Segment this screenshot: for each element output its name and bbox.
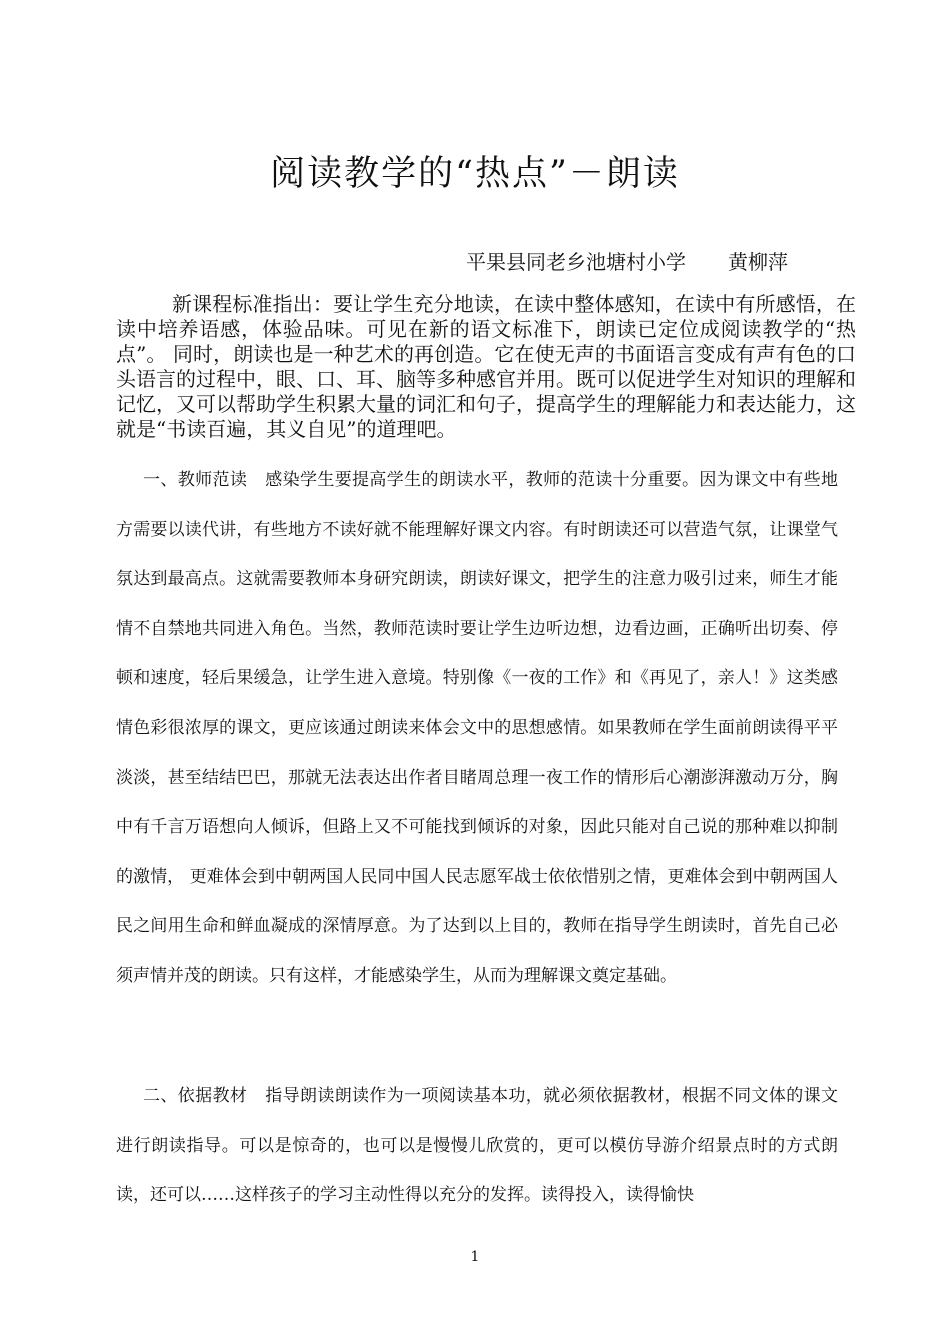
intro-paragraph: 新课程标准指出：要让学生充分地读，在读中整体感知，在读中有所感悟，在读中培养语感，体验品味。可见在新的语文标准下，朗读已定位成阅读教学的“热点”。 同时，朗读也是一种艺术的再创造。它在使无声的书面语言变成有声有色的口头语言的过程中，眼、口、耳、脑等多种感官并用。既可以促进学生对知识的理解和记忆，又可以帮助学生积累大量的词汇和句子，提高学生的理解能力和表达能力，这就是“书读百遍，其义自见”的道理吧。 xyxy=(116,292,856,441)
author-name: 黄柳萍 xyxy=(728,250,788,274)
section-body: 指导朗读朗读作为一项阅读基本功，就必须依据教材，根据不同文体的课文进行朗读指导。可以是惊奇的，也可以是慢慢儿欣赏的，更可以模仿导游介绍景点时的方式朗读，还可以……这样孩子的学习主动性得以充分的发挥。读得投入，读得愉快 xyxy=(116,1086,839,1206)
byline xyxy=(466,248,788,276)
document-title: 阅读教学的“热点”－朗读 xyxy=(270,154,680,194)
section-textbook-basis xyxy=(116,1072,838,1221)
section-heading: 一、教师范读 xyxy=(143,470,248,490)
section-heading: 二、依据教材 xyxy=(143,1086,248,1106)
school-name: 平果县同老乡池塘村小学 xyxy=(466,250,686,274)
section-teacher-reading xyxy=(116,456,838,1002)
section-body: 感染学生要提高学生的朗读水平，教师的范读十分重要。因为课文中有些地方需要以读代讲，有些地方不读好就不能理解好课文内容。有时朗读还可以营造气氛，让课堂气氛达到最高点。这就需要教师本身研究朗读，朗读好课文，把学生的注意力吸引过来，师生才能情不自禁地共同进入角色。当然，教师范读时要让学生边听边想，边看边画，正确听出切奏、停顿和速度，轻后果缓急，让学生进入意境。特别像《一夜的工作》和《再见了，亲人！》这类感情色彩很浓厚的课文，更应该通过朗读来体会文中的思想感情。如果教师在学生面前朗读得平平淡淡，甚至结结巴巴，那就无法表达出作者目睹周总理一夜工作的情形后心潮澎湃激动万分，胸中有千言万语想向人倾诉，但路上又不可能找到倾诉的对象，因此只能对自己说的那种难以抑制的激情， 更难体会到中朝两国人民同中国人民志愿军战士依依惜别之情，更难体会到中朝两国人民之间用生命和鲜血凝成的深情厚意。为了达到以上目的，教师在指导学生朗读时，首先自己必须声情并茂的朗读。只有这样，才能感染学生，从而为理解课文奠定基础。 xyxy=(116,470,839,986)
page-number: 1 xyxy=(470,1249,480,1265)
